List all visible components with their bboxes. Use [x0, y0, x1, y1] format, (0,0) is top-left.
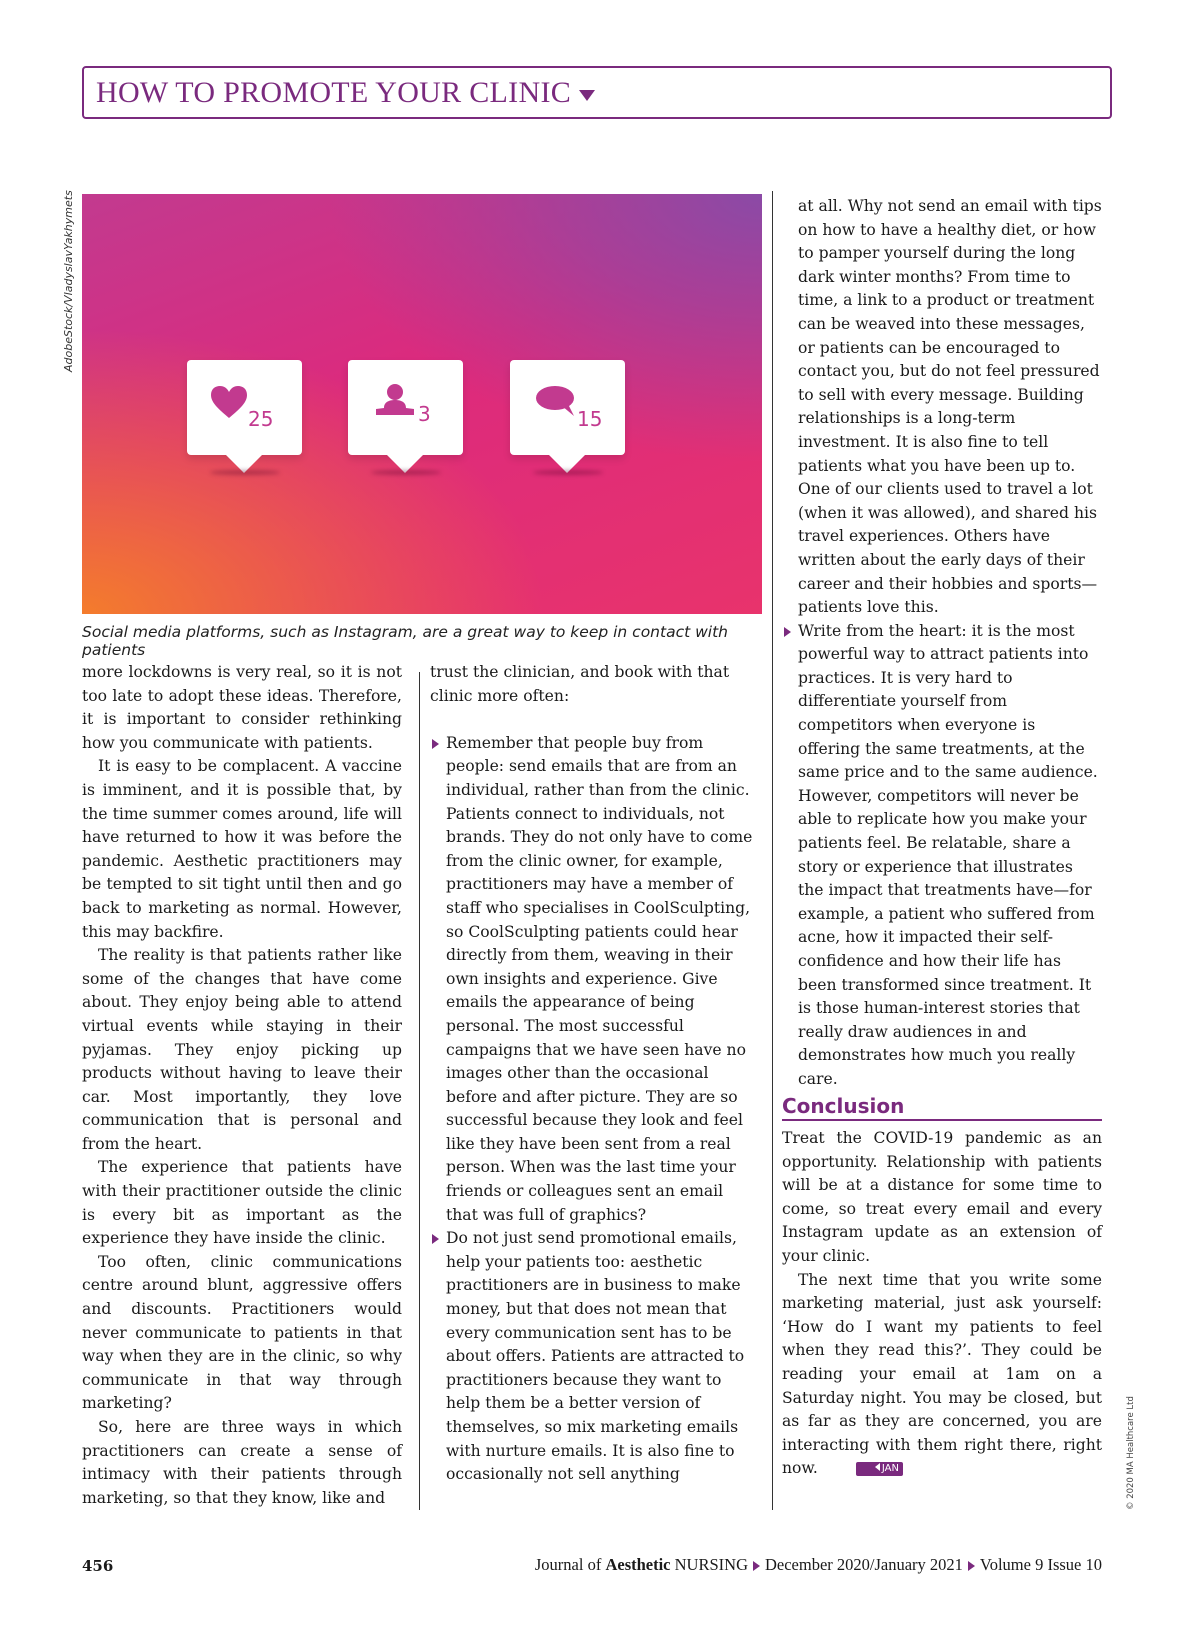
paragraph: more lockdowns is very real, so it is not too late to adopt these ideas. Therefore, it is important to consider rethinking how you communicate with patients. — [82, 663, 402, 752]
like-notification — [187, 360, 302, 455]
conclusion-heading: Conclusion — [782, 1095, 1102, 1121]
comment-count: 15 — [577, 407, 603, 431]
heart-icon — [209, 384, 249, 420]
journal-footer: Journal of Aesthetic NURSING December 2020/January 2021 Volume 9 Issue 10 — [534, 1555, 1102, 1574]
paragraph: So, here are three ways in which practitioners can create a sense of intimacy with their patients through marketing, so that they know, like and — [82, 1418, 402, 1507]
like-shadow — [210, 470, 280, 475]
article-column-3 — [782, 195, 1102, 1092]
paragraph: It is easy to be complacent. A vaccine is imminent, and it is possible that, by the time summer comes around, life will have returned to how it was before the pandemic. Aesthetic practitioners may be tempted to sit tight until then and go back to marketing as normal. However, this may backfire. — [82, 757, 402, 941]
paragraph: The next time that you write some marketing material, just ask yourself: ‘How do I want my patients to feel when they read this?’. They could be reading your email at 1am on a Saturday night. You may be closed, but as far as they are concerned, you are interacting with them right there, right now. JAN — [782, 1270, 1102, 1478]
triangle-right-icon — [753, 1561, 760, 1571]
paragraph: The reality is that patients rather like some of the changes that have come about. They enjoy being able to attend virtual events while staying in their pyjamas. They enjoy picking up products without having to leave their car. Most importantly, they love communication that is personal and from the heart. — [82, 946, 402, 1153]
bullet-item: Remember that people buy from people: send emails that are from an individual, rather than from the clinic. Patients connect to individuals, not brands. They do not only have to come from the clinic owner, for example, practitioners may have a member of staff who specialises in CoolSculpting, so CoolSculpting patients could hear directly from them, weaving in their own insights and experience. Give emails the appearance of being personal. The most successful campaigns that we have seen have no images other than the occasional before and after picture. They are so successful because they look and feel like they have been sent from a real person. When was the last time your friends or colleagues sent an email that was full of graphics? — [430, 732, 755, 1227]
like-count: 25 — [248, 407, 274, 431]
article-photo — [82, 194, 762, 614]
follower-count: 3 — [418, 402, 431, 426]
bullet-item: Write from the heart: it is the most powerful way to attract patients into practices. It is very hard to differentiate yourself from competitors when everyone is offering the same treatments, at the same price and to the same audience. However, competitors will never be able to replicate how you make your patients feel. Be relatable, share a story or experience that illustrates the impact that treatments have—for example, a patient who suffered from acne, how it impacted their self-confidence and how their life has been transformed since treatment. It is those human-interest stories that really draw audiences in and demonstrates how much you really care. — [782, 620, 1102, 1092]
paragraph: Too often, clinic communications centre around blunt, aggressive offers and discounts. Practitioners would never communicate to patients in that way when they are in the clinic, so why communicate in that way through marketing? — [82, 1252, 402, 1413]
photo-credit: AdobeStock/VladyslavYakhymets — [62, 190, 75, 372]
follower-shadow — [371, 470, 441, 475]
page-number: 456 — [82, 1557, 114, 1575]
comment-notification — [510, 360, 625, 455]
paragraph: Treat the COVID-19 pandemic as an opportunity. Relationship with patients will be at a distance for some time to come, so treat every email and every Instagram update as an extension of your clinic. — [782, 1129, 1102, 1265]
paragraph: The experience that patients have with their practitioner outside the clinic is every bit as important as the experience they have inside the clinic. — [82, 1158, 402, 1248]
column-divider-1 — [419, 672, 420, 1510]
photo-caption: Social media platforms, such as Instagram, are a great way to keep in contact with patients — [82, 623, 728, 659]
triangle-right-icon — [968, 1561, 975, 1571]
comment-icon — [534, 384, 578, 418]
user-icon — [374, 382, 416, 418]
chevron-down-icon — [579, 90, 595, 101]
article-column-1 — [82, 661, 402, 1510]
conclusion-section — [782, 1127, 1102, 1481]
copyright-notice: © 2020 MA Healthcare Ltd — [1126, 1396, 1136, 1510]
section-header — [82, 66, 1112, 119]
triangle-left-icon — [875, 1463, 880, 1471]
section-title: HOW TO PROMOTE YOUR CLINIC — [96, 76, 595, 110]
article-column-2 — [430, 661, 755, 1487]
end-of-article-badge: JAN — [856, 1462, 903, 1476]
bullet-continuation: at all. Why not send an email with tips on how to have a healthy diet, or how to pamper yourself during the long dark winter months? From time to time, a link to a product or treatment can be weaved into these messages, or patients can be encouraged to contact you, but do not feel pressured to sell with every message. Building relationships is a long-term investment. It is also fine to tell patients what you have been up to. One of our clients used to travel a lot (when it was allowed), and shared his travel experiences. Others have written about the early days of their career and their hobbies and sports—patients love this. — [798, 197, 1102, 617]
bullet-item: Do not just send promotional emails, help your patients too: aesthetic practitioners are in business to make money, but that does not mean that every communication sent has to be about offers. Patients are attracted to practitioners because they want to help them be a better version of themselves, so mix marketing emails with nurture emails. It is also fine to occasionally not sell anything — [430, 1227, 755, 1487]
column-divider-2 — [772, 191, 773, 1510]
follower-notification — [348, 360, 463, 455]
comment-shadow — [533, 470, 603, 475]
paragraph: trust the clinician, and book with that clinic more often: — [430, 663, 730, 705]
